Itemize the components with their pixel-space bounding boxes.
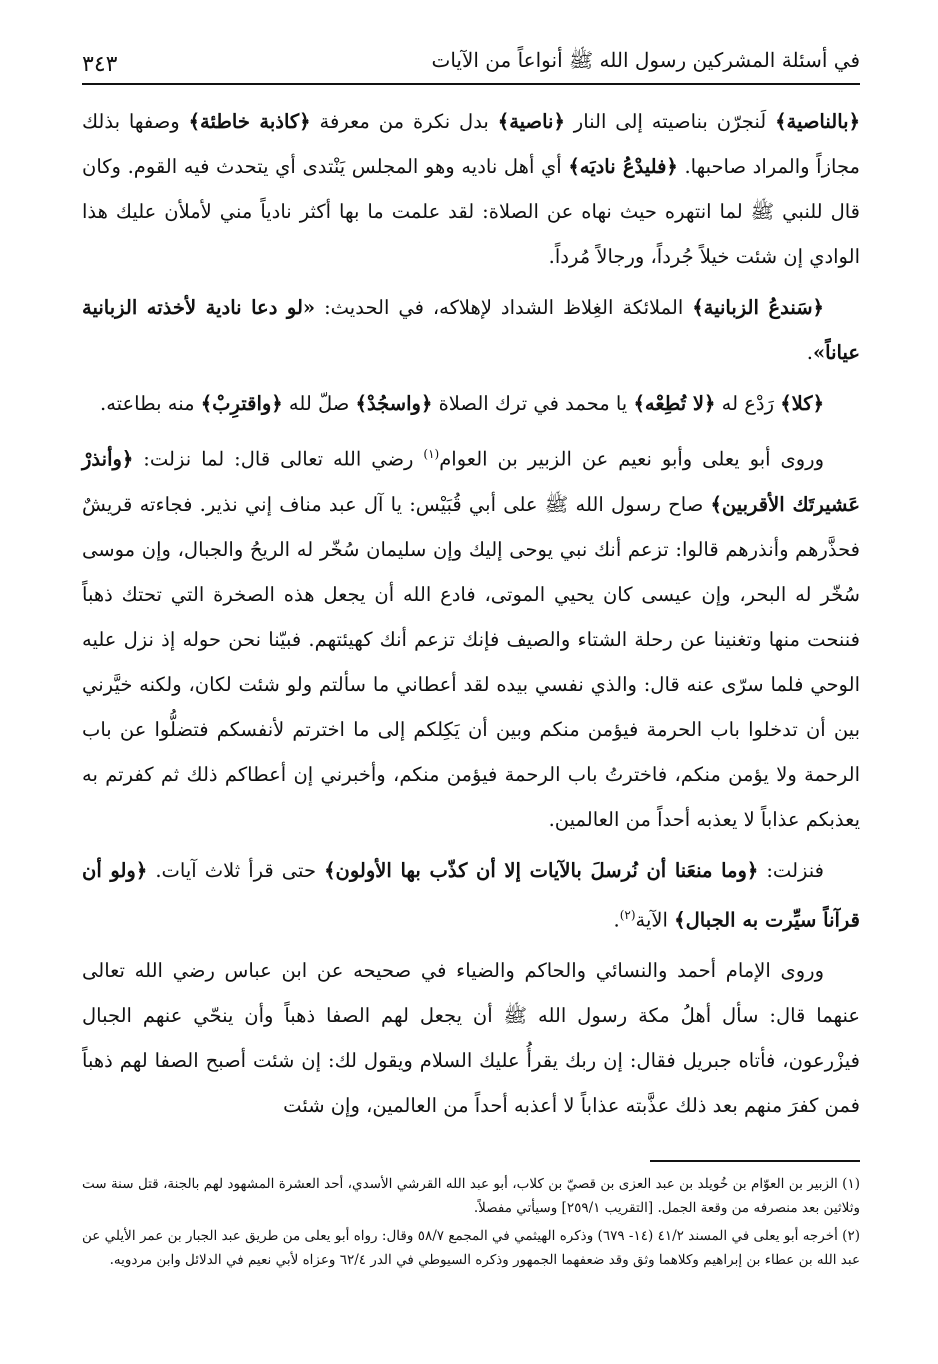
footnote: (٢) أخرجه أبو يعلى في المسند ٤١/٢ (١٤- ٦٧٩) وذكره الهيثمي في المجمع ٥٨/٧ وقال: رواه أبو يعلى من طريق عبد الجبار بن عمر الأيلي عن عبد الله بن عطاء بن إبراهيم وكلاهما وثق وقد ضعفهما الجمهور وذكره السيوطي في الدر ٦٢/٤ وعزاه لأبي نعيم في الدلائل وابن مردويه. (82, 1228, 860, 1268)
paragraph-text: وصفها بذلك مجازاً والمراد صاحبها. (82, 110, 860, 178)
quoted-text: ﴿واقترِبْ﴾ (200, 392, 283, 415)
paragraph-text: وروى أبو يعلى وأبو نعيم عن الزبير بن العوام (439, 447, 825, 471)
paragraph-text: فنزلت: (758, 858, 824, 882)
quoted-text: ﴿كاذبة خاطئة﴾ (188, 110, 311, 133)
page-header (82, 48, 860, 85)
paragraph-text: الملائكة الغِلاظ الشداد لإهلاكه، في الحديث: (315, 296, 693, 319)
paragraph (82, 948, 860, 1128)
quoted-text: ﴿فليدْعُ ناديَه﴾ (568, 155, 678, 178)
paragraph-text: . (613, 908, 620, 931)
footnote-divider (650, 1160, 860, 1162)
paragraph-text: رضي الله تعالى قال: لما نزلت: (133, 447, 424, 471)
paragraph-text: أي أهل ناديه وهو المجلس يَنْتدى أي يتحدث فيه القوم. وكان قال للنبي ﷺ لما انتهره حيث نهاه عن الصلاة: لقد علمت ما بها أكثر نادياً مني لأملأن عليك هذا الوادي إن شئت خيلاً جُرداً، ورجالاً مُرداً. (82, 155, 860, 268)
quoted-text: ﴿ناصية﴾ (497, 110, 565, 133)
paragraph (82, 381, 860, 426)
paragraph-text: منه بطاعته. (100, 392, 201, 415)
quoted-text: ﴿واسجُدْ﴾ (355, 392, 433, 415)
paragraph (82, 848, 860, 943)
quoted-text: ﴿ولو أن قرآناً سيِّرت به الجبال﴾ (82, 858, 860, 931)
paragraph-text: يا محمد في ترك الصلاة (432, 392, 634, 415)
paragraph-text: صلّ لله (282, 392, 356, 415)
quoted-text: ﴿لا تُطِعْه﴾ (633, 392, 716, 415)
paragraph-text: . (806, 341, 813, 364)
paragraph (82, 99, 860, 279)
paragraph (82, 285, 860, 375)
running-title: في أسئلة المشركين رسول الله ﷺ أنواعاً من الآيات (431, 48, 860, 72)
footnote-marker: (٢) (619, 907, 636, 922)
quoted-text: ﴿سَندعُ الزبانية﴾ (692, 296, 824, 319)
paragraph (82, 432, 860, 842)
quoted-text: ﴿كلا﴾ (780, 392, 824, 415)
paragraph-text: الآية (635, 908, 675, 931)
paragraph-text: لَنجرّن بناصيته إلى النار (564, 110, 776, 133)
paragraph-text: رَدْع له (715, 392, 781, 415)
footnote: (١) الزبير بن العوّام بن خُويلد بن عبد العزى بن قصيّ بن كلاب، أبو عبد الله القرشي الأسدي، أحد العشرة المشهود لهم بالجنة، قتل سنة ست وثلاثين بعد منصرفه من وقعة الجمل. [التقريب ٢٥٩/١] وسيأتي مفصلاً. (82, 1176, 860, 1216)
main-text (82, 99, 860, 1128)
quoted-text: ﴿وما منعَنا أن نُرسلَ بالآيات إلا أن كذّب بها الأولون﴾ (324, 858, 759, 882)
quoted-text: ﴿بالناصية﴾ (775, 110, 860, 133)
paragraph-text: وروى الإمام أحمد والنسائي والحاكم والضياء في صحيحه عن ابن عباس رضي الله تعالى عنهما قال: سأل أهلُ مكة رسول الله ﷺ أن يجعل لهم الصفا ذهباً وأن ينحّي عنهم الجبال فيزْرعون، فأتاه جبريل فقال: إن ربك يقرأُ عليك السلام ويقول لك: إن شئت أصبح الصفا لهم ذهباً فمن كفرَ منهم بعد ذلك عذَّبته عذاباً لا أعذبه أحداً من العالمين، وإن شئت (82, 959, 860, 1117)
paragraph-text: حتى قرأ ثلاث آيات. (147, 858, 325, 882)
footnotes (82, 1172, 860, 1272)
footnote-marker: (١) (423, 447, 440, 461)
page-number: ٣٤٣ (82, 52, 118, 77)
quoted-text: ﴿وأنذرْ عَشيرتَك الأقربين﴾ (82, 447, 860, 516)
paragraph-text: صاح رسول الله ﷺ على أبي قُبَيْس: يا آل عبد مناف إني نذير. فجاءته قريشٌ فحذَّرهم وأنذرهم قالوا: تزعم أنك نبي يوحى إليك وإن سليمان سُخّر له الريحُ والجبال، وإن موسى سُخّر له البحر، وإن عيسى كان يحيي الموتى، فادع الله أن يجعل هذه الصخرة التي تحتك ذهباً فننحت منها وتغنينا عن رحلة الشتاء والصيف فإنك تزعم أنك كهيئتهم. فبيّنا نحن حوله إذ نزل عليه الوحي فلما سرّى عنه قال: والذي نفسي بيده لقد أعطاني ما سألتم ولو شئت لكان، ولكنه خيَّرني بين أن تدخلوا باب الحرمة فيؤمن منكم وبين أن يَكِلكم إلى ما اخترتم لأنفسكم فتضلُّوا عن باب الرحمة ولا يؤمن منكم، فاخترتُ باب الرحمة فيؤمن منكم، وأخبرني إن أعطاكم ذلك ثم كفرتم به يعذبكم عذاباً لا يعذبه أحداً من العالمين. (82, 492, 860, 831)
paragraph-text: بدل نكرة من معرفة (310, 110, 498, 133)
quoted-text: «لو دعا نادية لأخذته الزبانية عياناً» (82, 296, 860, 364)
